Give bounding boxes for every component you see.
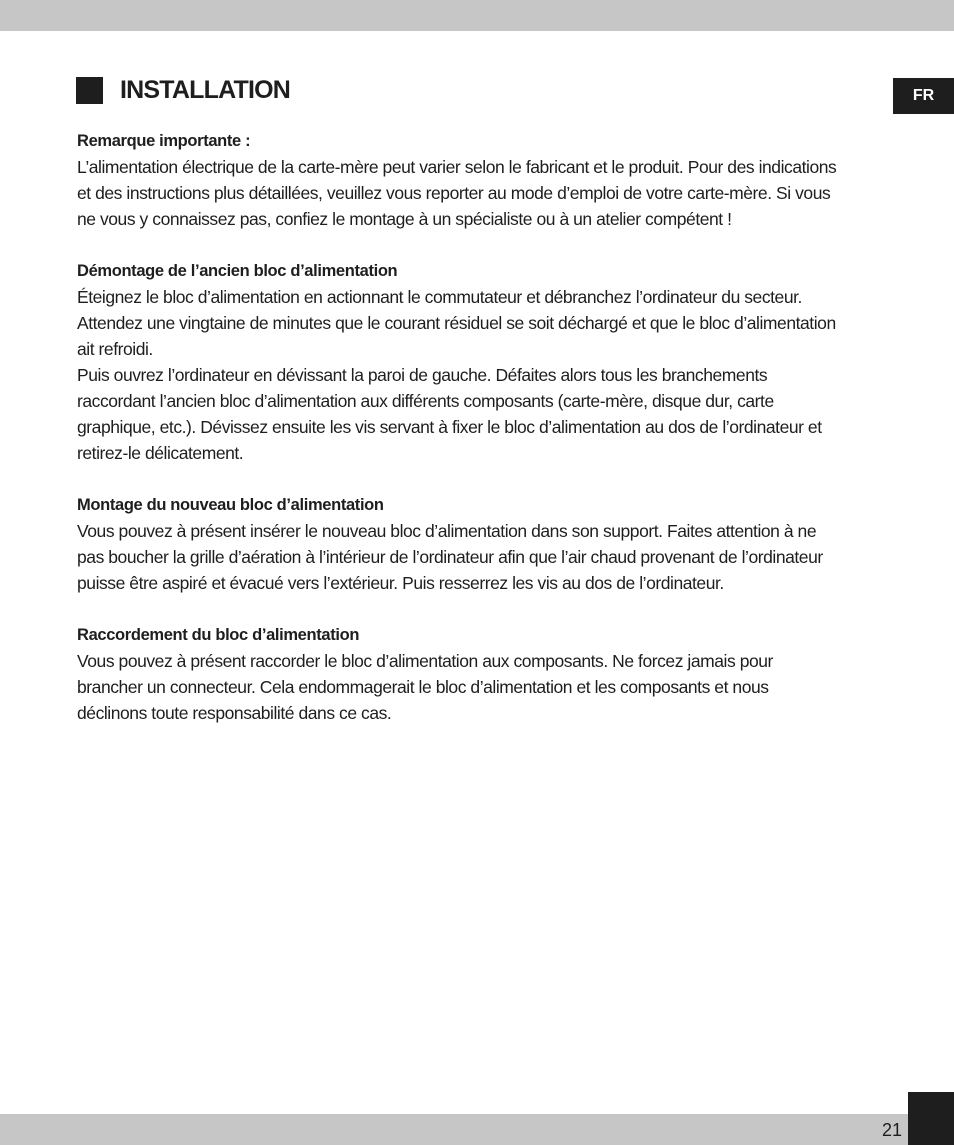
bottom-band — [0, 1114, 954, 1145]
section-removal — [77, 258, 837, 466]
section-paragraph: Vous pouvez à présent insérer le nouveau bloc d’alimentation dans son support. Faites attention à ne pas boucher la grille d’aération à l’intérieur de l’ordinateur afin que l’air chaud provenant de l’ordinateur puisse être aspiré et évacué vers l’extérieur. Puis resserrez les vis au dos de l’ordinateur. — [77, 521, 823, 593]
section-mounting — [77, 492, 837, 596]
section-important-note — [77, 128, 837, 232]
corner-block — [908, 1092, 954, 1145]
page-number: 21 — [881, 1120, 902, 1140]
top-band — [0, 0, 954, 31]
section-paragraph: Puis ouvrez l’ordinateur en dévissant la paroi de gauche. Défaites alors tous les branchements raccordant l’ancien bloc d’alimentation aux différents composants (carte-mère, disque dur, carte graphique, etc.). Dévissez ensuite les vis servant à fixer le bloc d’alimentation au dos de l’ordinateur et retirez-le délicatement. — [77, 365, 822, 463]
section-title: Remarque importante : — [77, 132, 251, 150]
section-paragraph: Vous pouvez à présent raccorder le bloc d’alimentation aux composants. Ne forcez jamais pour brancher un connecteur. Cela endommagerait le bloc d’alimentation et les composants et nous déclinons toute responsabilité dans ce cas. — [77, 651, 773, 723]
page-title: INSTALLATION — [120, 76, 291, 104]
section-connection — [77, 622, 837, 726]
language-tab-label: FR — [912, 87, 935, 104]
section-paragraph: Éteignez le bloc d’alimentation en actionnant le commutateur et débranchez l’ordinateur du secteur. Attendez une vingtaine de minutes que le courant résiduel se soit déchargé et que le bloc d’alimentation ait refroidi. — [77, 287, 836, 359]
section-title: Raccordement du bloc d’alimentation — [77, 626, 360, 644]
language-tab — [893, 78, 954, 114]
section-title: Démontage de l’ancien bloc d’alimentation — [77, 262, 398, 280]
section-paragraph: L’alimentation électrique de la carte-mère peut varier selon le fabricant et le produit. Pour des indications et des instructions plus détaillées, veuillez vous reporter au mode d’emploi de votre carte-mère. Si vous ne vous y connaissez pas, confiez le montage à un spécialiste ou à un atelier compétent ! — [77, 157, 837, 229]
heading-square-marker — [76, 77, 103, 104]
document-body — [77, 128, 837, 752]
section-title: Montage du nouveau bloc d’alimentation — [77, 496, 384, 514]
